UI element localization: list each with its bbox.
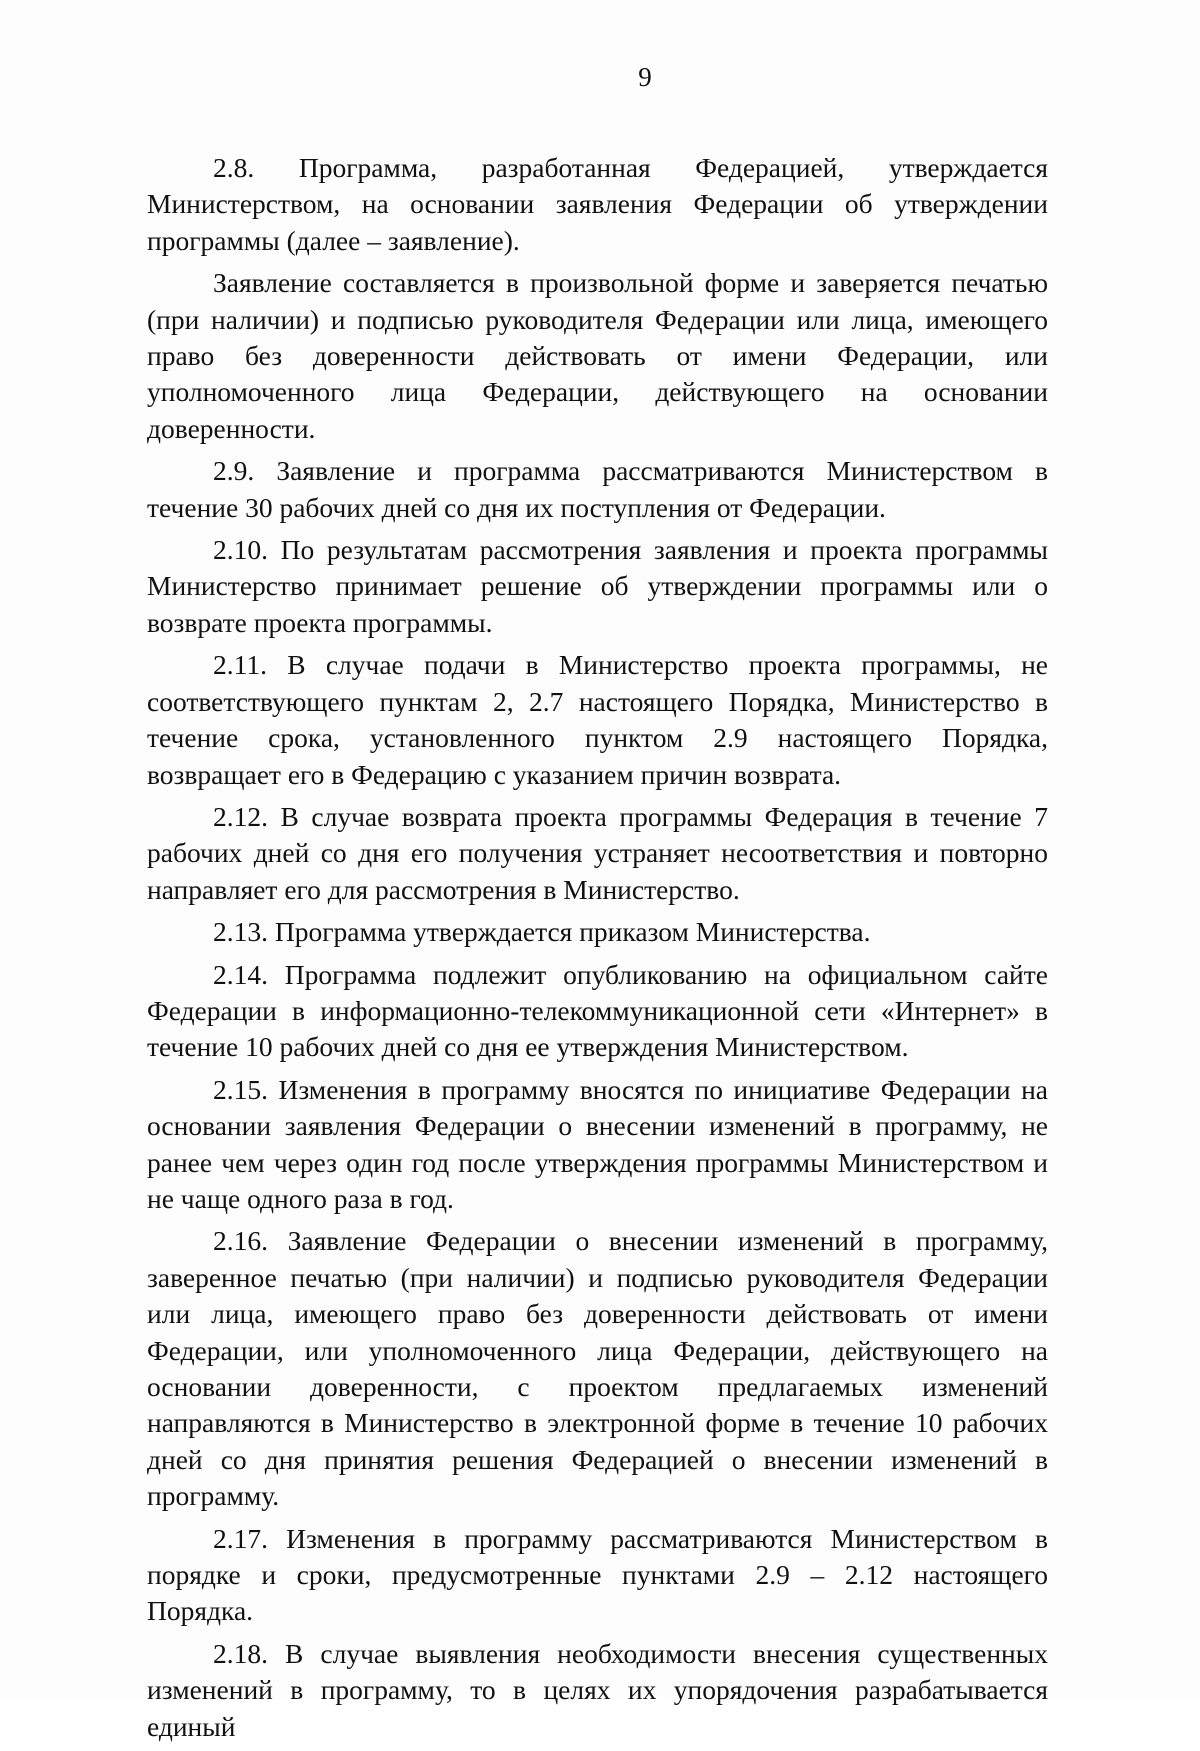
paragraph-2-17: 2.17. Изменения в программу рассматриваются Министерством в порядке и сроки, предусмотренные пунктами 2.9 – 2.12 настоящего Порядка.: [147, 1522, 1048, 1627]
paragraph-2-13: 2.13. Программа утверждается приказом Министерства.: [213, 916, 871, 948]
paragraph-2-15: 2.15. Изменения в программу вносятся по инициативе Федерации на основании заявления Федерации о внесении изменений в программу, не ранее чем через один год после утверждения программы Министерством и не чаще одного раза в год.: [147, 1073, 1048, 1214]
paragraph-2-9: 2.9. Заявление и программа рассматриваются Министерством в течение 30 рабочих дней со дня их поступления от Федерации.: [147, 455, 1048, 523]
paragraph-2-16: 2.16. Заявление Федерации о внесении изменений в программу, заверенное печатью (при наличии) и подписью руководителя Федерации или лица, имеющего право без доверенности действовать от имени Федерации, или уполномоченного лица Федерации, действующего на основании доверенности, с проектом предлагаемых изменений направляются в Министерство в электронной форме в течение 10 рабочих дней со дня принятия решения Федерацией о внесении изменений в программу.: [147, 1225, 1048, 1512]
page-number: 9: [638, 62, 652, 92]
paragraph-2-14: 2.14. Программа подлежит опубликованию на официальном сайте Федерации в информационно-телекоммуникационной сети «Интернет» в течение 10 рабочих дней со дня ее утверждения Министерством.: [147, 958, 1048, 1063]
paragraph-2-12: 2.12. В случае возврата проекта программы Федерация в течение 7 рабочих дней со дня его получения устраняет несоответствия и повторно направляет его для рассмотрения в Министерство.: [147, 800, 1048, 905]
paragraph-2-18: 2.18. В случае выявления необходимости внесения существенных изменений в программу, то в целях их упорядочения разрабатывается единый: [147, 1637, 1048, 1742]
paragraph-2-8: 2.8. Программа, разработанная Федерацией, утверждается Министерством, на основании заявления Федерации об утверждении программы (далее – заявление).: [147, 152, 1048, 256]
paragraph-2-11: 2.11. В случае подачи в Министерство проекта программы, не соответствующего пунктам 2, 2.7 настоящего Порядка, Министерство в течение срока, установленного пунктом 2.9 настоящего Порядка, возвращает его в Федерацию с указанием причин возврата.: [147, 649, 1048, 790]
paragraph-2-8-statement: Заявление составляется в произвольной форме и заверяется печатью (при наличии) и подписью руководителя Федерации или лица, имеющего право без доверенности действовать от имени Федерации, или уполномоченного лица Федерации, действующего на основании доверенности.: [147, 267, 1048, 444]
document-body: [147, 150, 1048, 1751]
paragraph-2-10: 2.10. По результатам рассмотрения заявления и проекта программы Министерство принимает решение об утверждении программы или о возврате проекта программы.: [147, 534, 1048, 638]
